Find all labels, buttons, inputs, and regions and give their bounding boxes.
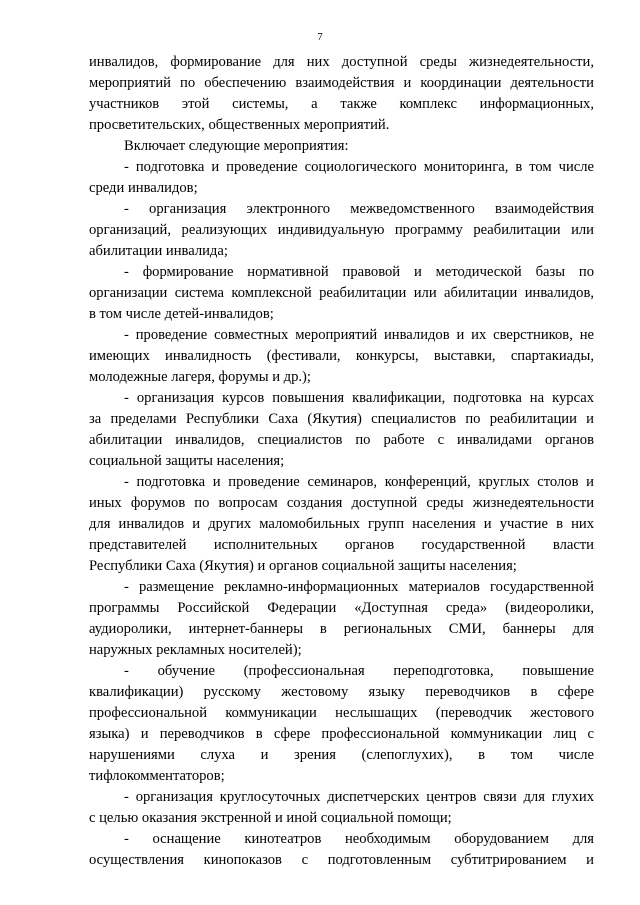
text-line: для инвалидов и других маломобильных групп населения и участие в них bbox=[89, 516, 594, 532]
text-line: инвалидов, формирование для них доступной среды жизнедеятельности, bbox=[89, 54, 594, 70]
page-number: 7 bbox=[317, 31, 323, 43]
text-line: организации система комплексной реабилитации или абилитации инвалидов, bbox=[89, 285, 594, 301]
text-line: программы Российской Федерации «Доступная среда» (видеоролики, bbox=[89, 600, 594, 616]
text-line: организаций, реализующих индивидуальную программу реабилитации или bbox=[89, 222, 594, 238]
text-line: - организация курсов повышения квалификации, подготовка на курсах bbox=[124, 390, 594, 406]
text-line: за пределами Республики Саха (Якутия) специалистов по реабилитации и bbox=[89, 411, 594, 427]
text-line: - проведение совместных мероприятий инвалидов и их сверстников, не bbox=[124, 327, 594, 343]
text-line: в том числе детей-инвалидов; bbox=[89, 306, 274, 322]
text-line: социальной защиты населения; bbox=[89, 453, 285, 469]
text-line: - размещение рекламно-информационных материалов государственной bbox=[124, 579, 594, 595]
text-line: участников этой системы, а также комплекс информационных, bbox=[89, 96, 594, 112]
text-line: просветительских, общественных мероприятий. bbox=[89, 117, 390, 133]
text-line: абилитации инвалидов, специалистов по работе с инвалидами органов bbox=[89, 432, 594, 448]
text-line: профессиональной коммуникации неслышащих (переводчик жестового bbox=[89, 705, 594, 721]
text-line: - оснащение кинотеатров необходимым оборудованием для bbox=[124, 831, 594, 847]
text-line: представителей исполнительных органов государственной власти bbox=[89, 537, 594, 553]
text-line: имеющих инвалидность (фестивали, конкурсы, выставки, спартакиады, bbox=[89, 348, 594, 364]
body-text bbox=[89, 52, 594, 871]
text-line: Включает следующие мероприятия: bbox=[124, 138, 349, 154]
text-line: - обучение (профессиональная переподготовка, повышение bbox=[124, 663, 594, 679]
text-line: - подготовка и проведение социологического мониторинга, в том числе bbox=[124, 159, 594, 175]
text-line: с целью оказания экстренной и иной социальной помощи; bbox=[89, 810, 452, 826]
text-line: Республики Саха (Якутия) и органов социальной защиты населения; bbox=[89, 558, 517, 574]
text-line: квалификации) русскому жестовому языку переводчиков в сфере bbox=[89, 684, 594, 700]
text-line: наружных рекламных носителей); bbox=[89, 642, 302, 658]
text-line: молодежные лагеря, форумы и др.); bbox=[89, 369, 311, 385]
text-line: осуществления кинопоказов с подготовленным субтитрированием и bbox=[89, 852, 594, 868]
text-line: - организация круглосуточных диспетчерских центров связи для глухих bbox=[124, 789, 594, 805]
text-line: среди инвалидов; bbox=[89, 180, 198, 196]
text-line: - подготовка и проведение семинаров, конференций, круглых столов и bbox=[124, 474, 594, 490]
text-line: - организация электронного межведомственного взаимодействия bbox=[124, 201, 594, 217]
text-line: абилитации инвалида; bbox=[89, 243, 228, 259]
text-line: - формирование нормативной правовой и методической базы по bbox=[124, 264, 594, 280]
text-line: иных форумов по вопросам создания доступной среды жизнедеятельности bbox=[89, 495, 594, 511]
text-line: мероприятий по обеспечению взаимодействия и координации деятельности bbox=[89, 75, 594, 91]
text-line: языка) и переводчиков в сфере профессиональной коммуникации лиц с bbox=[89, 726, 594, 742]
text-line: нарушениями слуха и зрения (слепоглухих), в том числе bbox=[89, 747, 594, 763]
text-line: тифлокомментаторов; bbox=[89, 768, 225, 784]
text-line: аудиоролики, интернет-баннеры в региональных СМИ, баннеры для bbox=[89, 621, 594, 637]
